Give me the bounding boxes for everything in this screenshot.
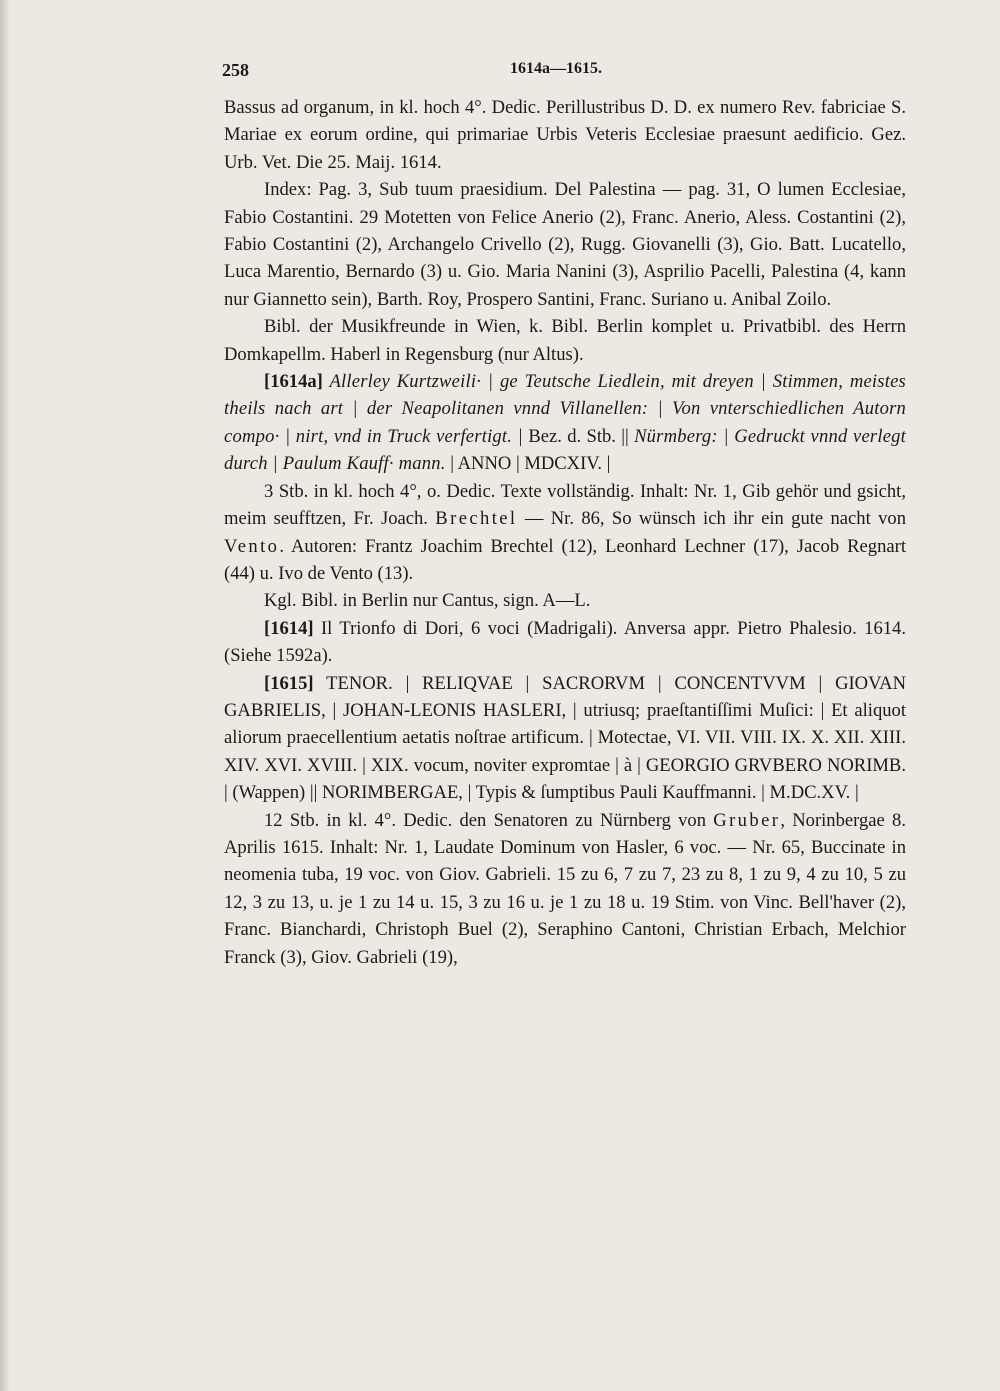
- entry-1614: [224, 615, 906, 670]
- entry-text: Il Trionfo di Dori, 6 voci (Madrigali). Anversa appr. Pietro Phalesio. 1614. (Siehe 1592a).: [224, 617, 906, 667]
- entry-number: [1615]: [264, 672, 314, 694]
- page-header: [220, 60, 780, 90]
- entry-1615: [224, 670, 906, 807]
- entry-number: [1614a]: [264, 371, 323, 393]
- page-body: [224, 94, 906, 971]
- composer-name: Vento: [224, 535, 280, 557]
- entry-number: [1614]: [264, 617, 314, 639]
- text-segment: , Norinbergae 8. Aprilis 1615. Inhalt: Nr. 1, Laudate Dominum von Hasler, 6 voc. — Nr. 65, Buccinate in neomenia tuba, 19 voc. von Giov. Gabrieli. 15 zu 6, 7 zu 7, 23 zu 8, 1 zu 9, 4 zu 10, 5 zu 12, 3 zu 13, u. je 1 zu 14 u. 15, 3 zu 16 u. je 1 zu 18 u. 19 Stim. von Vinc. Bell'haver (2), Franc. Bianchardi, Christoph Buel (2), Seraphino Cantoni, Christian Erbach, Melchior Franck (3), Giov. Gabrieli (19),: [224, 809, 906, 968]
- composer-name: Brechtel: [435, 508, 518, 530]
- paragraph-kgl-bibl: Kgl. Bibl. in Berlin nur Cantus, sign. A—L.: [264, 590, 591, 612]
- paragraph-inhalt-1615: [224, 807, 906, 971]
- page-edge-shadow: [0, 0, 10, 1391]
- paragraph-index: Index: Pag. 3, Sub tuum praesidium. Del Palestina — pag. 31, O lumen Ecclesiae, Fabio Costantini. 29 Motetten von Felice Anerio (2), Franc. Anerio, Aless. Costantini (2), Fabio Costantini (2), Archangelo Crivello (2), Rugg. Giovanelli (3), Gio. Batt. Lucatello, Luca Marentio, Bernardo (3) u. Gio. Maria Nanini (3), Asprilio Pacelli, Palestina (4, kann nur Giannetto sein), Barth. Roy, Prospero Santini, Franc. Suriano u. Anibal Zoilo.: [224, 179, 906, 310]
- text-segment: 12 Stb. in kl. 4°. Dedic. den Senatoren zu Nürnberg von: [264, 809, 714, 831]
- paragraph-bassus: Bassus ad organum, in kl. hoch 4°. Dedic. Perillustribus D. D. ex numero Rev. fabriciae S. Mariae ex eorum ordine, qui primariae Urbis Veteris Ecclesiae praesunt aedificio. Gez. Urb. Vet. Die 25. Maij. 1614.: [224, 97, 906, 173]
- entry-text: TENOR. | RELIQVAE | SACRORVM | CONCENTVVM | GIOVAN GABRIELIS, | JOHAN-LEONIS HASLERI, | utriusq; praeſtantiſſimi Muſici: | Et aliquot aliorum praecellentium aetatis noſtrae artificum. | Motectae, VI. VII. VIII. IX. X. XII. XIII. XIV. XVI. XVIII. | XIX. vocum, noviter expromtae | à | GEORGIO GRVBERO NORIMB. | (Wappen) || NORIMBERGAE, | Typis & ſumptibus Pauli Kauffmanni. | M.DC.XV. |: [224, 672, 906, 804]
- fraktur-imprint: Nürmberg: | Gedruckt vnnd verlegt durch | Paulum Kauff· mann.: [224, 425, 907, 475]
- text-segment: 3 Stb. in kl. hoch 4°, o. Dedic. Texte vollständig. Inhalt: Nr. 1, Gib gehör und gsicht, meim seufftzen, Fr. Joach.: [224, 480, 906, 530]
- paragraph-bibl-wien: Bibl. der Musikfreunde in Wien, k. Bibl. Berlin komplet u. Privatbibl. des Herrn Domkapellm. Haberl in Regensburg (nur Altus).: [224, 316, 906, 365]
- entry-1614a: [224, 368, 906, 478]
- text-segment: . Autoren: Frantz Joachim Brechtel (12), Leonhard Lechner (17), Jacob Regnart (44) u. Ivo de Vento (13).: [224, 535, 906, 584]
- page-number: 258: [222, 60, 249, 80]
- text-segment: — Nr. 86, So wünsch ich ihr ein gute nacht von: [517, 508, 906, 530]
- running-head: 1614a—1615.: [510, 60, 602, 77]
- entry-date: | ANNO | MDCXIV. |: [445, 453, 611, 475]
- composer-name: Gruber: [713, 809, 781, 831]
- paragraph-inhalt-1614a: [224, 478, 906, 588]
- entry-bez: Bez. d. Stb. ||: [523, 425, 635, 447]
- fraktur-title: Allerley Kurtzweili· | ge Teutsche Liedlein, mit dreyen | Stimmen, meistes theils nach art | der Neapolitanen vnnd Villanellen: | Von vnterschiedlichen Autorn compo· | nirt, vnd in Truck verfertigt. |: [224, 371, 906, 447]
